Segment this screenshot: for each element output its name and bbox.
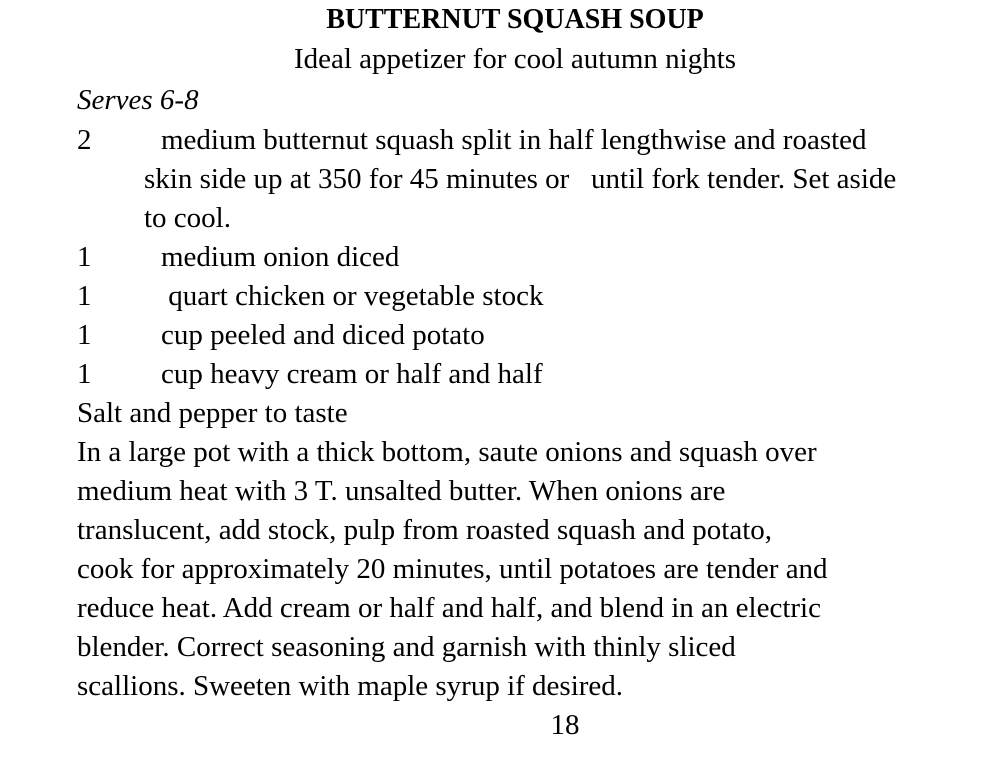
- ingredient-quantity: 1: [77, 358, 92, 390]
- seasoning-note: Salt and pepper to taste: [77, 397, 348, 429]
- method-line: cook for approximately 20 minutes, until potatoes are tender and: [77, 553, 828, 585]
- method-line: reduce heat. Add cream or half and half, and blend in an electric: [77, 592, 821, 624]
- ingredient-item: [77, 316, 957, 355]
- ingredient-item: [77, 277, 957, 316]
- recipe-subtitle: Ideal appetizer for cool autumn nights: [293, 43, 737, 75]
- ingredient-list: [77, 121, 957, 394]
- method-line: In a large pot with a thick bottom, saute onions and squash over: [77, 436, 817, 468]
- ingredient-item: [77, 355, 957, 394]
- ingredient-quantity: 2: [77, 124, 92, 156]
- ingredient-description: medium onion diced: [161, 241, 400, 273]
- method-line: blender. Correct seasoning and garnish with thinly sliced: [77, 631, 736, 663]
- servings: Serves 6-8: [77, 84, 199, 116]
- ingredient-description: cup peeled and diced potato: [161, 319, 485, 351]
- ingredient-description: medium butternut squash split in half lengthwise and roasted skin side up at 350 for 45 minutes or until fork tender. Set aside to cool.: [144, 124, 904, 234]
- ingredient-quantity: 1: [77, 241, 92, 273]
- ingredient-description: cup heavy cream or half and half: [161, 358, 543, 390]
- method-line: scallions. Sweeten with maple syrup if desired.: [77, 670, 624, 702]
- method-paragraph: [77, 433, 967, 706]
- ingredient-item: [77, 121, 957, 238]
- ingredient-item: [77, 238, 957, 277]
- method-line: translucent, add stock, pulp from roasted squash and potato,: [77, 514, 773, 546]
- ingredient-description: quart chicken or vegetable stock: [161, 280, 544, 312]
- ingredient-quantity: 1: [77, 319, 92, 351]
- page-number: 18: [550, 709, 580, 741]
- recipe-title: BUTTERNUT SQUASH SOUP: [326, 4, 704, 35]
- method-line: medium heat with 3 T. unsalted butter. When onions are: [77, 475, 726, 507]
- ingredient-quantity: 1: [77, 280, 92, 312]
